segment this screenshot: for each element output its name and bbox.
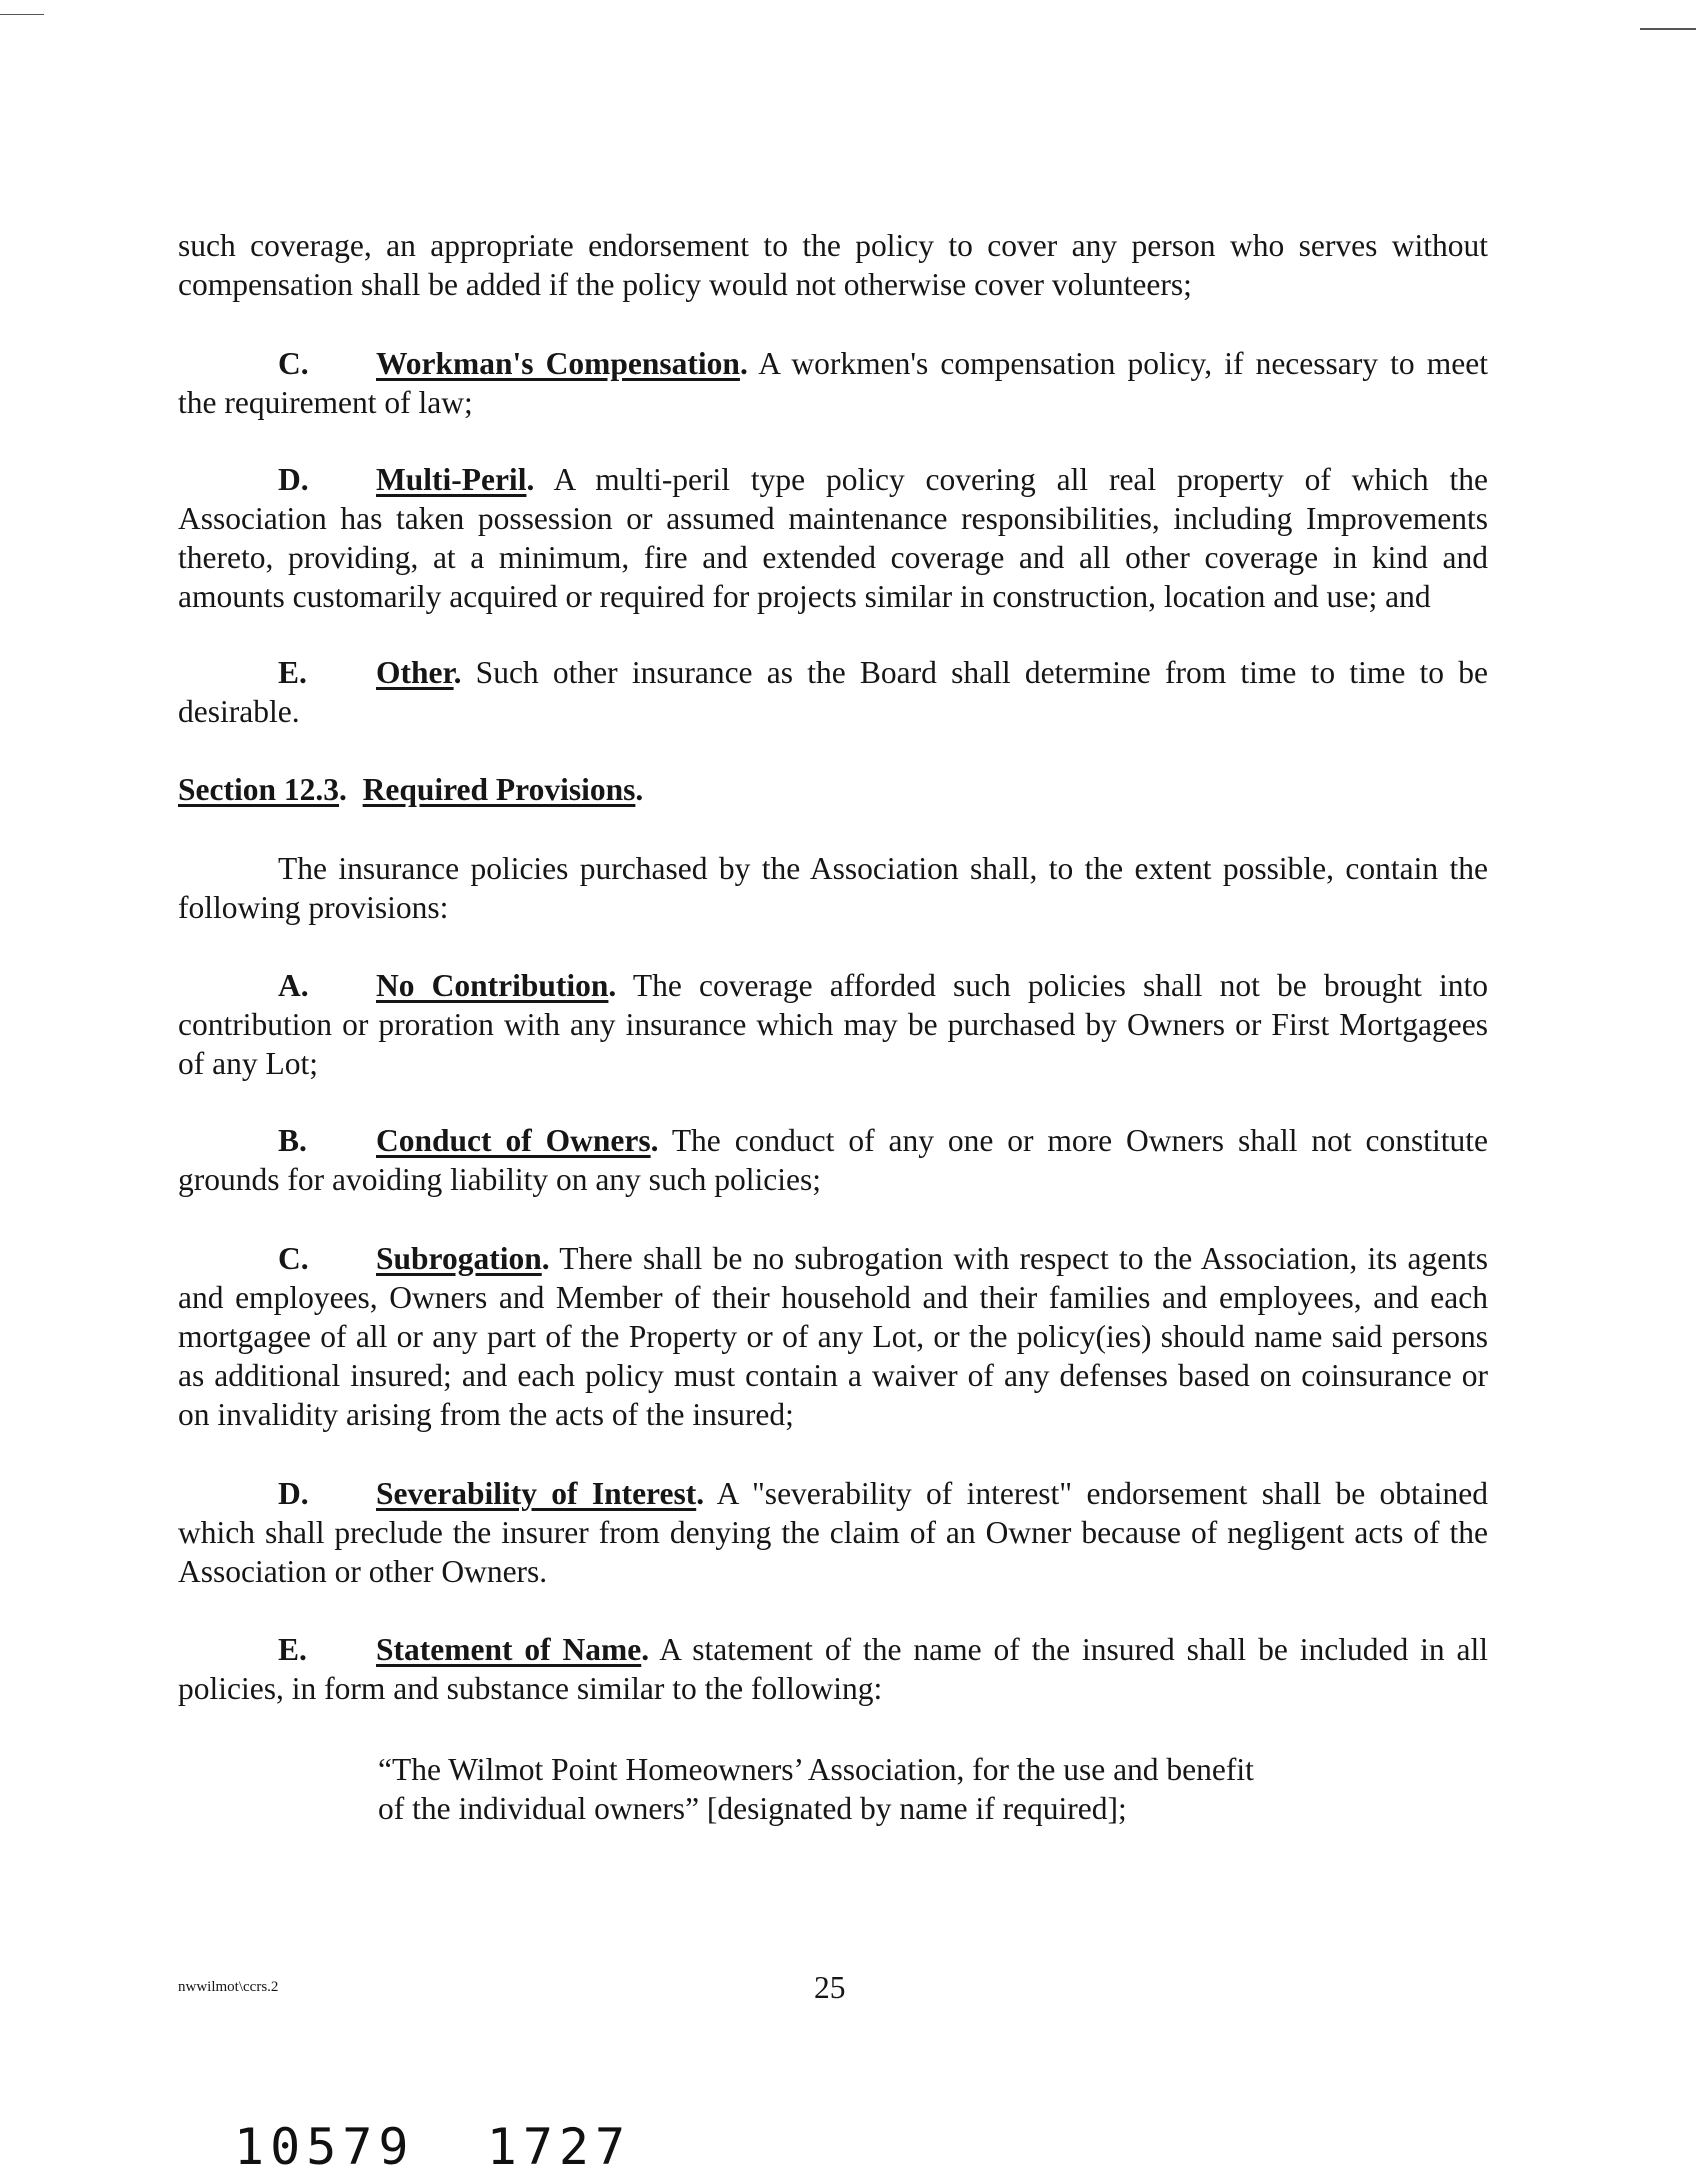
provision-heading: No Contribution: [376, 968, 609, 1003]
provision-text: There shall be no subrogation with respect to the Association, its agents and employees, Owners and Member of their household and their families and employees, and each mortgagee of all or any part of the Property or of any Lot, or the policy(ies) should name said persons as additional insured; and each policy must contain a waiver of any defenses based on coinsurance or on invalidity arising from the acts of the insured;: [178, 1241, 1488, 1432]
provision-letter: A.: [278, 968, 309, 1003]
provision-conduct-of-owners: B. Conduct of Owners. The conduct of any one or more Owners shall not constitute grounds for avoiding liability on any such policies;: [178, 1123, 1488, 1197]
provision-text: The coverage afforded such policies shall not be brought into contribution or proration with any insurance which may be purchased by Owners or First Mortgagees of any Lot;: [178, 968, 1488, 1081]
provision-statement-of-name: E. Statement of Name. A statement of the name of the insured shall be included in all policies, in form and substance similar to the following:: [178, 1632, 1488, 1706]
provision-text: The conduct of any one or more Owners shall not constitute grounds for avoiding liability on any such policies;: [178, 1123, 1488, 1197]
provision-letter: C.: [278, 1241, 309, 1276]
quote-line-1: “The Wilmot Point Homeowners’ Association, for the use and benefit: [378, 1752, 1254, 1787]
item-heading: Other: [376, 655, 454, 690]
provision-heading: Severability of Interest: [376, 1476, 697, 1511]
provision-letter: E.: [278, 1632, 307, 1667]
scan-mark-top-left: [0, 14, 44, 15]
item-letter: E.: [278, 655, 307, 690]
insurance-item-multi-peril: D. Multi-Peril. A multi-peril type policy covering all real property of which the Association has taken possession or assumed maintenance responsibilities, including Improvements thereto, providing, at a minimum, fire and extended coverage and all other coverage in kind and amounts customarily acquired or required for projects similar in construction, location and use; and: [178, 462, 1488, 614]
recording-stamp: 10579 1727: [234, 2118, 632, 2176]
insurance-item-workmans-compensation: C. Workman's Compensation. A workmen's compensation policy, if necessary to meet the requirement of law;: [178, 346, 1489, 420]
item-heading: Workman's Compensation: [376, 346, 740, 381]
scan-mark-top-right: [1640, 28, 1696, 30]
item-letter: D.: [278, 462, 309, 497]
provision-no-contribution: A. No Contribution. The coverage afforded such policies shall not be brought into contribution or proration with any insurance which may be purchased by Owners or First Mortgagees of any Lot;: [178, 968, 1488, 1081]
provision-text: A "severability of interest" endorsement shall be obtained which shall preclude the insurer from denying the claim of an Owner because of negligent acts of the Association or other Owners.: [178, 1476, 1488, 1589]
provision-severability-of-interest: D. Severability of Interest. A "severability of interest" endorsement shall be obtained which shall preclude the insurer from denying the claim of an Owner because of negligent acts of the Association or other Owners.: [178, 1476, 1488, 1589]
item-heading: Multi-Peril: [376, 462, 527, 497]
provision-heading: Subrogation: [376, 1241, 542, 1276]
page-number: 25: [814, 1970, 846, 2005]
provision-subrogation: C. Subrogation. There shall be no subrogation with respect to the Association, its agents and employees, Owners and Member of their household and their families and employees, and each mortgagee of all or any part of the Property or of any Lot, or the policy(ies) should name said persons as additional insured; and each policy must contain a waiver of any defenses based on coinsurance or on invalidity arising from the acts of the insured;: [178, 1241, 1488, 1432]
provision-text: A statement of the name of the insured shall be included in all policies, in form and substance similar to the following:: [178, 1632, 1488, 1706]
section-title: Required Provisions: [362, 772, 636, 807]
section-intro: The insurance policies purchased by the Association shall, to the extent possible, contain the following provisions:: [178, 851, 1488, 925]
provision-heading: Statement of Name: [376, 1632, 642, 1667]
insured-name-quote: [378, 1750, 1358, 1828]
section-heading: Section 12.3. Required Provisions.: [178, 772, 644, 807]
insurance-item-other: E. Other. Such other insurance as the Board shall determine from time to time to be desirable.: [178, 655, 1488, 729]
item-letter: C.: [278, 346, 309, 381]
item-text: Such other insurance as the Board shall determine from time to time to be desirable.: [178, 655, 1488, 729]
section-number: Section 12.3: [178, 772, 339, 807]
provision-letter: D.: [278, 1476, 309, 1511]
provision-heading: Conduct of Owners: [376, 1123, 651, 1158]
intro-paragraph: such coverage, an appropriate endorsement to the policy to cover any person who serves without compensation shall be added if the policy would not otherwise cover volunteers;: [178, 228, 1488, 302]
file-reference: nwwilmot\ccrs.2: [178, 1979, 279, 1995]
provision-letter: B.: [278, 1123, 307, 1158]
item-text: A workmen's compensation policy, if necessary to meet the requirement of law;: [178, 346, 1489, 420]
item-text: A multi-peril type policy covering all real property of which the Association has taken possession or assumed maintenance responsibilities, including Improvements thereto, providing, at a minimum, fire and extended coverage and all other coverage in kind and amounts customarily acquired or required for projects similar in construction, location and use; and: [178, 462, 1488, 614]
quote-line-2: of the individual owners” [designated by name if required];: [378, 1791, 1127, 1826]
